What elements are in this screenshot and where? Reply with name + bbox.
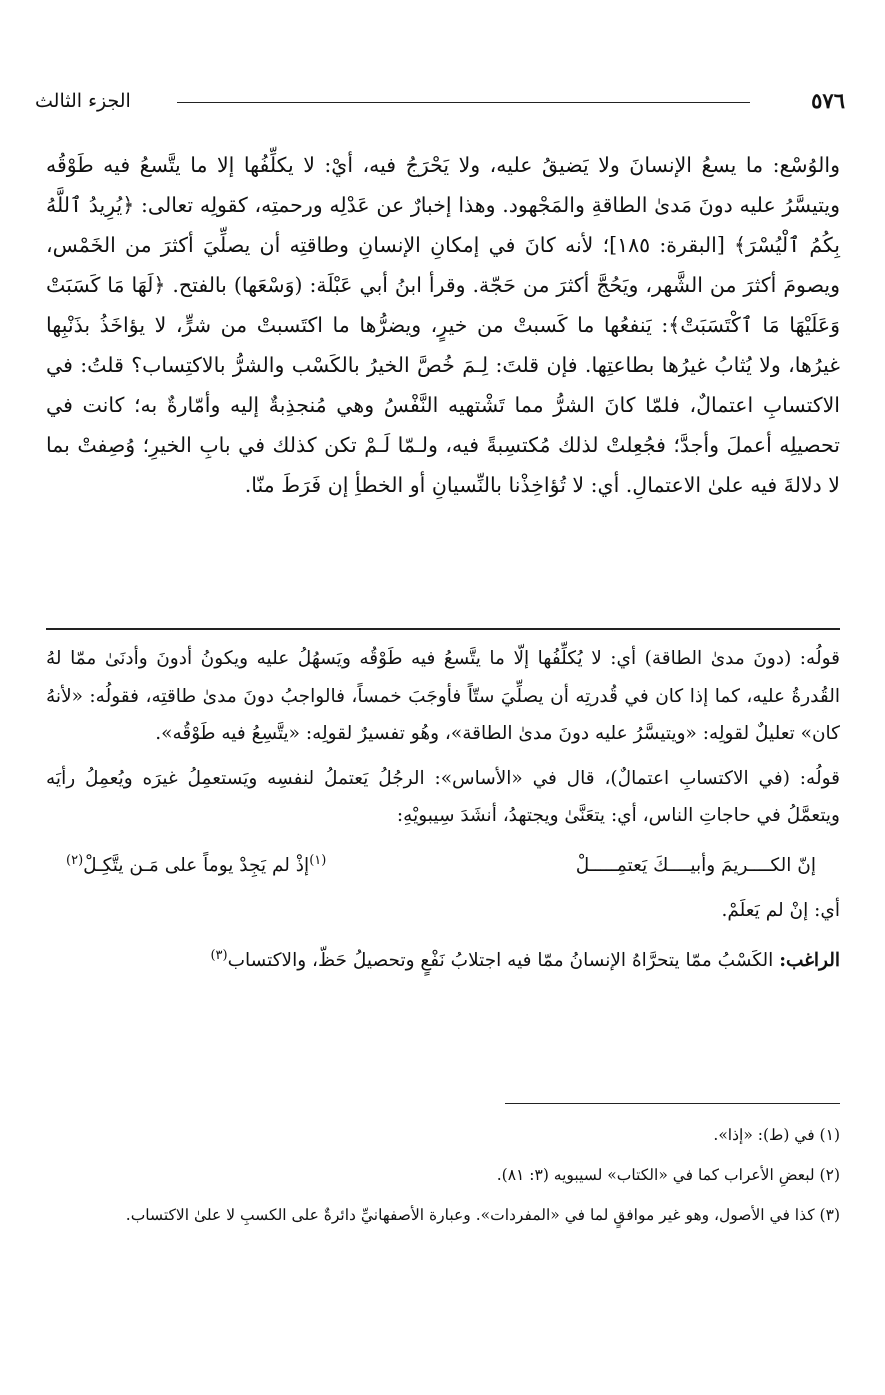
footnote-marker-2: (٢) [66,852,84,868]
running-title: الجزء الثالث [35,90,131,112]
page-number: ٥٧٦ [811,88,845,113]
footnotes [46,1115,840,1235]
footnote-3: (٣) كذا في الأصول، وهو غير موافقٍ لما في «المفردات». وعبارة الأصفهانيِّ دائرةٌ على الكسبِ لا علىٰ الاكتساب. [125,1206,840,1224]
raghib-lead: الراغب: [779,949,840,971]
raghib-text: الكَسْبُ ممّا يتحرَّاهُ الإنسانُ ممّا فيه اجتلابُ نَفْعٍ وتحصيلُ حَظّ، والاكتساب [227,949,780,971]
main-text [46,145,840,505]
main-paragraph: والوُسْع: ما يسعُ الإنسانَ ولا يَضيقُ عليه، ولا يَحْرَجُ فيه، أيْ: لا يكلِّفُها إلا ما يتَّسعُ فيه طَوْقُه ويتيسَّرُ عليه دونَ مَدىٰ الطاقةِ والمَجْهود. وهذا إخبارٌ عن عَدْلِه ورحمتِه، كقولِه تعالى: ﴿يُرِيدُ ٱللَّهُ بِكُمُ ٱلْيُسْرَ﴾ [البقرة: ١٨٥]؛ لأنه كانَ في إمكانِ الإنسانِ وطاقتِه أن يصلِّيَ أكثرَ من الخَمْس، ويصومَ أكثرَ من الشَّهر، ويَحُجَّ أكثرَ من حَجّة. وقرأ ابنُ أبي عَبْلَة: (وَسْعَها) بالفتح. ﴿لَهَا مَا كَسَبَتْ وَعَلَيْهَا مَا ٱكْتَسَبَتْ﴾: يَنفعُها ما كَسبتْ من خيرٍ، ويضرُّها ما اكتَسبتْ من شرٍّ، لا يؤاخَذُ بذَنْبِها غيرُها، ولا يُثابُ غيرُها بطاعتِها. فإن قلتَ: لِـمَ خُصَّ الخيرُ بالكَسْب والشرُّ بالاكتِساب؟ قلتُ: في الاكتسابِ اعتمالٌ، فلمّا كانَ الشرُّ مما تَشْتهيه النَّفْسُ وهي مُنجذِبةٌ إليه وأمّارةٌ به؛ كانت في تحصيلِه أعملَ وأجدَّ؛ فجُعِلتْ لذلك مُكتسِبةً فيه، ولـمّا لَـمْ تكن كذلك في بابِ الخيرِ؛ وُصِفتْ بما لا دلالةَ فيه علىٰ الاعتمالِ. أي: لا تُؤاخِذْنا بالنِّسيانِ أو الخطأِ إن فَرَطَ منّا. [46,153,840,497]
commentary-paragraph-2: قولُه: (في الاكتسابِ اعتمالٌ)، قال في «الأساس»: الرجُلُ يَعتملُ لنفسِه ويَستعمِلُ غيرَه ويُعمِلُ رأيَه ويتعمَّلُ في حاجاتِ الناس، أي: يتعَنَّىٰ ويجتهدُ، أنشَدَ سِيبويْهِ: [46,767,840,826]
footnote-2: (٢) لبعضِ الأعراب كما في «الكتاب» لسيبويه (٣: ٨١). [496,1166,840,1184]
footnote-1: (١) في (ط): «إذا». [713,1126,840,1144]
poetry-verse [66,842,816,885]
page-header [35,88,845,122]
commentary-paragraph-1: قولُه: (دونَ مدىٰ الطاقة) أي: لا يُكلِّفُها إلّا ما يتَّسعُ فيه طَوْقُه ويَسهُلُ عليه ويكونُ أدونَ وأدنَىٰ ممّا لهُ القُدرةُ عليه، كما إذا كان في قُدرتِه أن يصلِّيَ ستّاً فأوجَبَ خمساً، فالواجبُ دونَ مدىٰ طاقتِه، فقولُه: «لأنهُ كان» تعليلٌ لقولِه: «ويتيسَّرُ عليه دونَ مدىٰ الطاقة»، وهُو تفسيرٌ لقولِه: «يتَّسِعُ فيه طَوْقُه». [46,648,840,744]
commentary [46,640,840,986]
footnote-rule [505,1103,840,1104]
verse-first-hemistich: إنّ الكــــريمَ وأبيــــكَ يَعتمِـــــلْ [575,854,816,876]
raghib-quote [46,937,840,980]
footnote-marker-1: (١) [309,852,327,868]
section-divider [46,628,840,630]
footnote-marker-3: (٣) [210,947,228,963]
header-rule [177,102,750,103]
verse-gloss: أي: إنْ لم يَعلَمْ. [721,900,840,922]
verse-second-hemistich: $^{(١)}$إذْ لم يَجِدْ يوماً على مَـن يتَّكِـلْ$^{(٢)}$ [66,852,327,876]
